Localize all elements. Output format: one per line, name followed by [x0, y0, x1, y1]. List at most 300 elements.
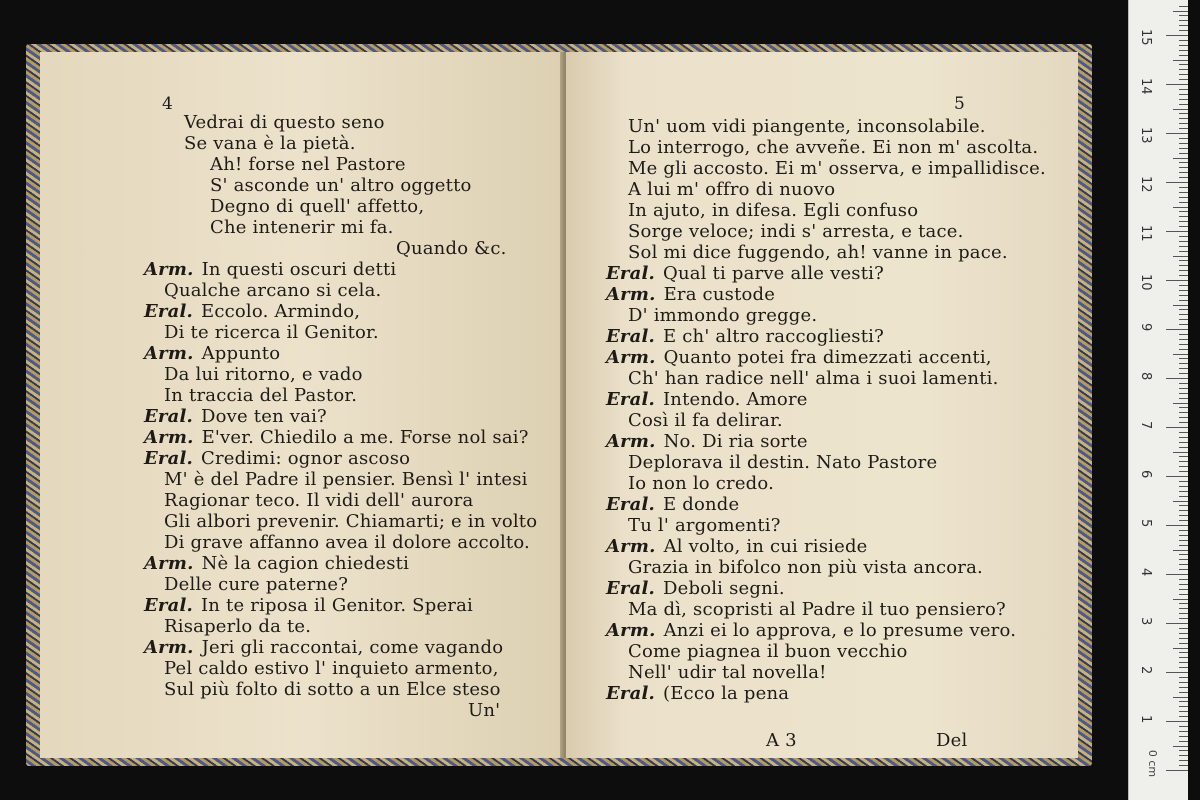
ruler-tick [1179, 202, 1188, 203]
text-line [606, 347, 992, 368]
ruler-tick [1179, 197, 1188, 198]
ruler-tick [1173, 158, 1188, 159]
line-text: Intendo. Amore [662, 389, 808, 410]
ruler-tick [1179, 226, 1188, 227]
ruler-tick [1179, 94, 1188, 95]
left-page [40, 52, 564, 758]
ruler-tick [1179, 608, 1188, 609]
ruler-tick [1166, 182, 1188, 183]
ruler-tick [1166, 672, 1188, 673]
ruler-tick [1179, 162, 1188, 163]
ruler-tick [1179, 118, 1188, 119]
line-text: Grazia in bifolco non più vista ancora. [628, 557, 983, 578]
text-line [628, 179, 835, 200]
ruler-tick [1179, 466, 1188, 467]
line-text: Gli albori prevenir. Chiamarti; e in volto [164, 511, 538, 532]
line-text: D' immondo gregge. [628, 305, 818, 326]
ruler-tick [1179, 520, 1188, 521]
text-line [144, 343, 280, 364]
text-line [628, 599, 1006, 620]
ruler-tick [1173, 452, 1188, 453]
ruler-tick [1179, 486, 1188, 487]
line-text: Io non lo credo. [628, 473, 775, 494]
speaker-label: Eral. [606, 326, 655, 347]
text-line [628, 158, 1046, 179]
line-text: Sorge veloce; indi s' arresta, e tace. [628, 221, 964, 242]
ruler-tick [1179, 74, 1188, 75]
ruler-tick [1179, 64, 1188, 65]
ruler-number: 13 [1138, 127, 1153, 144]
ruler-tick [1166, 231, 1188, 232]
text-line [628, 137, 1038, 158]
text-line [144, 301, 360, 322]
ruler-tick [1179, 652, 1188, 653]
ruler-tick [1179, 594, 1188, 595]
text-line [210, 196, 424, 217]
ruler-tick [1179, 123, 1188, 124]
text-line [628, 305, 817, 326]
speaker-label: Arm. [144, 553, 194, 574]
line-text: Così il fa delirar. [628, 410, 783, 431]
line-text: E ch' altro raccogliesti? [662, 326, 884, 347]
ruler-tick [1179, 265, 1188, 266]
speaker-label: Eral. [606, 389, 655, 410]
ruler-tick [1179, 236, 1188, 237]
ruler-tick [1179, 579, 1188, 580]
measuring-ruler [1128, 0, 1188, 800]
ruler-tick [1179, 515, 1188, 516]
ruler-tick [1179, 143, 1188, 144]
ruler-tick [1179, 290, 1188, 291]
ruler-tick [1179, 398, 1188, 399]
line-text: Nè la cagion chiedesti [201, 553, 410, 574]
ruler-tick [1179, 422, 1188, 423]
ruler-tick [1179, 383, 1188, 384]
line-text: Lo interrogo, che avveñe. Ei non m' ascolta. [628, 137, 1039, 158]
text-line [606, 578, 785, 599]
ruler-tick [1173, 746, 1188, 747]
line-text: Delle cure paterne? [164, 574, 349, 595]
ruler-number: 6 [1138, 470, 1153, 479]
ruler-tick [1179, 471, 1188, 472]
ruler-tick [1179, 148, 1188, 149]
text-line [164, 532, 530, 553]
ruler-tick [1179, 138, 1188, 139]
ruler-unit-label: 0 cm [1146, 749, 1160, 778]
line-text: Ma dì, scopristi al Padre il tuo pensiero? [628, 599, 1006, 620]
ruler-tick [1179, 339, 1188, 340]
line-text: A lui m' offro di nuovo [628, 179, 836, 200]
ruler-number: 12 [1138, 176, 1153, 193]
ruler-tick [1179, 505, 1188, 506]
ruler-tick [1179, 603, 1188, 604]
ruler-tick [1179, 633, 1188, 634]
ruler-tick [1173, 648, 1188, 649]
ruler-tick [1179, 187, 1188, 188]
ruler-tick [1179, 736, 1188, 737]
ruler-tick [1173, 305, 1188, 306]
text-line [628, 116, 986, 137]
ruler-tick [1179, 314, 1188, 315]
line-text: Appunto [201, 343, 281, 364]
line-text: Risaperlo da te. [164, 616, 312, 637]
ruler-tick [1179, 461, 1188, 462]
line-text: Come piagnea il buon vecchio [628, 641, 908, 662]
ruler-tick [1179, 750, 1188, 751]
ruler-tick [1166, 427, 1188, 428]
ruler-tick [1179, 344, 1188, 345]
line-text: Di te ricerca il Genitor. [164, 322, 379, 343]
ruler-tick [1179, 319, 1188, 320]
ruler-tick [1173, 599, 1188, 600]
ruler-number: 14 [1138, 78, 1153, 95]
ruler-tick [1166, 574, 1188, 575]
line-text: Che intenerir mi fa. [210, 217, 394, 238]
text-line [606, 326, 884, 347]
ruler-tick [1179, 687, 1188, 688]
line-text: Qual ti parve alle vesti? [662, 263, 884, 284]
ruler-tick [1179, 368, 1188, 369]
ruler-tick [1179, 251, 1188, 252]
ruler-tick [1166, 476, 1188, 477]
ruler-tick [1179, 334, 1188, 335]
ruler-tick [1179, 260, 1188, 261]
line-text: Sol mi dice fuggendo, ah! vanne in pace. [628, 242, 1008, 263]
ruler-tick [1179, 701, 1188, 702]
ruler-tick [1179, 221, 1188, 222]
line-text: M' è del Padre il pensier. Bensì l' intesi [164, 469, 528, 490]
text-line [144, 259, 396, 280]
line-text: Me gli accosto. Ei m' osserva, e impallidisce. [628, 158, 1046, 179]
ruler-number: 7 [1138, 421, 1153, 430]
text-line [144, 637, 503, 658]
ruler-tick [1173, 354, 1188, 355]
speaker-label: Eral. [144, 301, 193, 322]
ruler-tick [1179, 211, 1188, 212]
line-text: S' asconde un' altro oggetto [210, 175, 472, 196]
line-text: E'ver. Chiedilo a me. Forse nol sai? [201, 427, 529, 448]
text-line [628, 452, 937, 473]
ruler-tick [1179, 50, 1188, 51]
line-text: Pel caldo estivo l' inquieto armento, [164, 658, 499, 679]
ruler-tick [1179, 530, 1188, 531]
speaker-label: Arm. [606, 536, 656, 557]
ruler-tick [1166, 84, 1188, 85]
ruler-tick [1179, 643, 1188, 644]
ruler-tick [1179, 270, 1188, 271]
page-number: 5 [954, 94, 965, 114]
text-line [628, 641, 908, 662]
ruler-number: 2 [1138, 666, 1153, 675]
ruler-number: 5 [1138, 519, 1153, 528]
ruler-number: 11 [1138, 225, 1153, 242]
ruler-tick [1179, 20, 1188, 21]
text-line [184, 133, 356, 154]
ruler-tick [1179, 15, 1188, 16]
text-line [144, 406, 327, 427]
line-text: Un' [468, 700, 501, 721]
ruler-tick [1179, 373, 1188, 374]
ruler-tick [1179, 177, 1188, 178]
line-text: In te riposa il Genitor. Sperai [200, 595, 473, 616]
line-text: Ah! forse nel Pastore [210, 154, 406, 175]
ruler-tick [1166, 525, 1188, 526]
line-text: Un' uom vidi piangente, inconsolabile. [628, 116, 986, 137]
ruler-tick [1179, 510, 1188, 511]
text-line [628, 242, 1008, 263]
line-text: Quando &c. [396, 238, 507, 259]
ruler-tick [1166, 378, 1188, 379]
line-text: (Ecco la pena [662, 683, 790, 704]
ruler-tick [1179, 662, 1188, 663]
ruler-tick [1179, 241, 1188, 242]
ruler-tick [1179, 545, 1188, 546]
text-line [164, 679, 501, 700]
speaker-label: Eral. [606, 578, 655, 599]
line-text: Deplorava il destin. Nato Pastore [628, 452, 938, 473]
ruler-tick [1179, 496, 1188, 497]
ruler-tick [1179, 677, 1188, 678]
text-line [628, 515, 781, 536]
text-line [468, 700, 500, 721]
line-text: Eccolo. Armindo, [200, 301, 361, 322]
ruler-tick [1179, 349, 1188, 350]
text-line [606, 431, 808, 452]
text-line [164, 364, 363, 385]
ruler-tick [1166, 280, 1188, 281]
ruler-number: 10 [1138, 274, 1153, 291]
text-line [164, 385, 357, 406]
catchword: Del [936, 730, 968, 751]
text-line [606, 494, 739, 515]
text-line [210, 154, 406, 175]
text-line [606, 683, 789, 704]
text-line [396, 238, 507, 259]
speaker-label: Eral. [144, 448, 193, 469]
ruler-tick [1179, 456, 1188, 457]
ruler-number: 4 [1138, 568, 1153, 577]
line-text: Ragionar teco. Il vidi dell' aurora [164, 490, 474, 511]
text-line [164, 469, 528, 490]
ruler-tick [1179, 79, 1188, 80]
ruler-tick [1179, 481, 1188, 482]
ruler-tick [1179, 309, 1188, 310]
ruler-tick [1179, 324, 1188, 325]
ruler-tick [1179, 569, 1188, 570]
speaker-label: Arm. [144, 637, 194, 658]
ruler-tick [1179, 447, 1188, 448]
line-text: Deboli segni. [662, 578, 785, 599]
ruler-tick [1179, 491, 1188, 492]
ruler-tick [1179, 682, 1188, 683]
ruler-tick [1179, 167, 1188, 168]
text-line [164, 280, 381, 301]
ruler-tick [1179, 45, 1188, 46]
ruler-tick [1179, 442, 1188, 443]
line-text: In questi oscuri detti [201, 259, 397, 280]
speaker-label: Eral. [144, 406, 193, 427]
ruler-tick [1166, 770, 1188, 771]
right-page [566, 52, 1078, 758]
speaker-label: Arm. [144, 343, 194, 364]
ruler-tick [1179, 638, 1188, 639]
ruler-tick [1179, 113, 1188, 114]
line-text: Vedrai di questo seno [184, 112, 385, 133]
ruler-tick [1166, 329, 1188, 330]
text-line [606, 263, 884, 284]
ruler-tick [1179, 559, 1188, 560]
text-line [210, 175, 472, 196]
ruler-number: 15 [1138, 29, 1153, 46]
ruler-tick [1179, 363, 1188, 364]
ruler-tick [1179, 755, 1188, 756]
text-line [628, 200, 918, 221]
ruler-tick [1179, 407, 1188, 408]
text-line [144, 448, 410, 469]
ruler-tick [1179, 760, 1188, 761]
ruler-tick [1179, 40, 1188, 41]
ruler-number: 8 [1138, 372, 1153, 381]
ruler-tick [1179, 172, 1188, 173]
speaker-label: Arm. [606, 620, 656, 641]
text-line [628, 221, 964, 242]
ruler-tick [1173, 11, 1188, 12]
ruler-tick [1179, 246, 1188, 247]
ruler-tick [1179, 216, 1188, 217]
speaker-label: Eral. [606, 683, 655, 704]
ruler-tick [1173, 207, 1188, 208]
ruler-tick [1173, 60, 1188, 61]
ruler-tick [1179, 285, 1188, 286]
speaker-label: Arm. [606, 284, 656, 305]
text-line [628, 557, 983, 578]
ruler-tick [1179, 716, 1188, 717]
ruler-tick [1179, 706, 1188, 707]
line-text: No. Di ria sorte [663, 431, 808, 452]
text-line [628, 410, 783, 431]
ruler-tick [1179, 295, 1188, 296]
text-line [606, 536, 868, 557]
text-line [606, 620, 1016, 641]
ruler-tick [1179, 6, 1188, 7]
page-number: 4 [162, 94, 173, 114]
text-line [164, 616, 311, 637]
ruler-tick [1179, 55, 1188, 56]
ruler-tick [1179, 300, 1188, 301]
ruler-tick [1179, 711, 1188, 712]
ruler-tick [1179, 393, 1188, 394]
line-text: Qualche arcano si cela. [164, 280, 382, 301]
line-text: Tu l' argomenti? [628, 515, 781, 536]
text-line [164, 658, 499, 679]
ruler-tick [1179, 741, 1188, 742]
ruler-tick [1179, 540, 1188, 541]
ruler-tick [1179, 613, 1188, 614]
ruler-tick [1179, 358, 1188, 359]
ruler-tick [1179, 535, 1188, 536]
ruler-tick [1179, 618, 1188, 619]
line-text: Al volto, in cui risiede [663, 536, 868, 557]
ruler-tick [1173, 109, 1188, 110]
text-line [164, 511, 537, 532]
text-line [144, 553, 409, 574]
speaker-label: Arm. [144, 427, 194, 448]
speaker-label: Eral. [144, 595, 193, 616]
ruler-tick [1179, 69, 1188, 70]
ruler-tick [1179, 432, 1188, 433]
text-line [606, 389, 808, 410]
ruler-tick [1179, 628, 1188, 629]
text-line [628, 368, 999, 389]
text-line [184, 112, 385, 133]
ruler-tick [1179, 657, 1188, 658]
ruler-tick [1179, 584, 1188, 585]
line-text: Ch' han radice nell' alma i suoi lamenti. [628, 368, 999, 389]
ruler-tick [1179, 153, 1188, 154]
ruler-tick [1166, 721, 1188, 722]
ruler-tick [1173, 403, 1188, 404]
ruler-number: 3 [1138, 617, 1153, 626]
text-line [606, 284, 775, 305]
speaker-label: Eral. [606, 494, 655, 515]
speaker-label: Arm. [606, 431, 656, 452]
line-text: In traccia del Pastor. [164, 385, 358, 406]
text-line [144, 427, 529, 448]
ruler-tick [1179, 192, 1188, 193]
speaker-label: Eral. [606, 263, 655, 284]
line-text: In ajuto, in difesa. Egli confuso [628, 200, 919, 221]
text-line [164, 574, 348, 595]
ruler-tick [1179, 89, 1188, 90]
line-text: Quanto potei fra dimezzati accenti, [663, 347, 992, 368]
text-line [144, 595, 473, 616]
speaker-label: Arm. [606, 347, 656, 368]
line-text: Jeri gli raccontai, come vagando [201, 637, 504, 658]
ruler-tick [1166, 35, 1188, 36]
ruler-tick [1179, 30, 1188, 31]
ruler-tick [1179, 128, 1188, 129]
ruler-tick [1166, 623, 1188, 624]
text-line [628, 473, 774, 494]
ruler-tick [1179, 765, 1188, 766]
ruler-number: 9 [1138, 323, 1153, 332]
line-text: Nell' udir tal novella! [628, 662, 827, 683]
ruler-tick [1179, 417, 1188, 418]
ruler-tick [1173, 697, 1188, 698]
ruler-tick [1173, 550, 1188, 551]
ruler-tick [1179, 589, 1188, 590]
line-text: Di grave affanno avea il dolore accolto. [164, 532, 530, 553]
ruler-tick [1179, 726, 1188, 727]
ruler-tick [1179, 437, 1188, 438]
signature-mark: A 3 [766, 730, 797, 751]
text-line [628, 662, 827, 683]
line-text: Degno di quell' affetto, [210, 196, 425, 217]
ruler-tick [1179, 412, 1188, 413]
text-line [164, 490, 473, 511]
speaker-label: Arm. [144, 259, 194, 280]
line-text: Da lui ritorno, e vado [164, 364, 363, 385]
line-text: Era custode [663, 284, 776, 305]
text-line [210, 217, 394, 238]
ruler-tick [1179, 104, 1188, 105]
ruler-tick [1173, 256, 1188, 257]
ruler-tick [1179, 25, 1188, 26]
ruler-tick [1179, 275, 1188, 276]
text-line [164, 322, 379, 343]
line-text: Sul più folto di sotto a un Elce steso [164, 679, 501, 700]
line-text: E donde [662, 494, 740, 515]
